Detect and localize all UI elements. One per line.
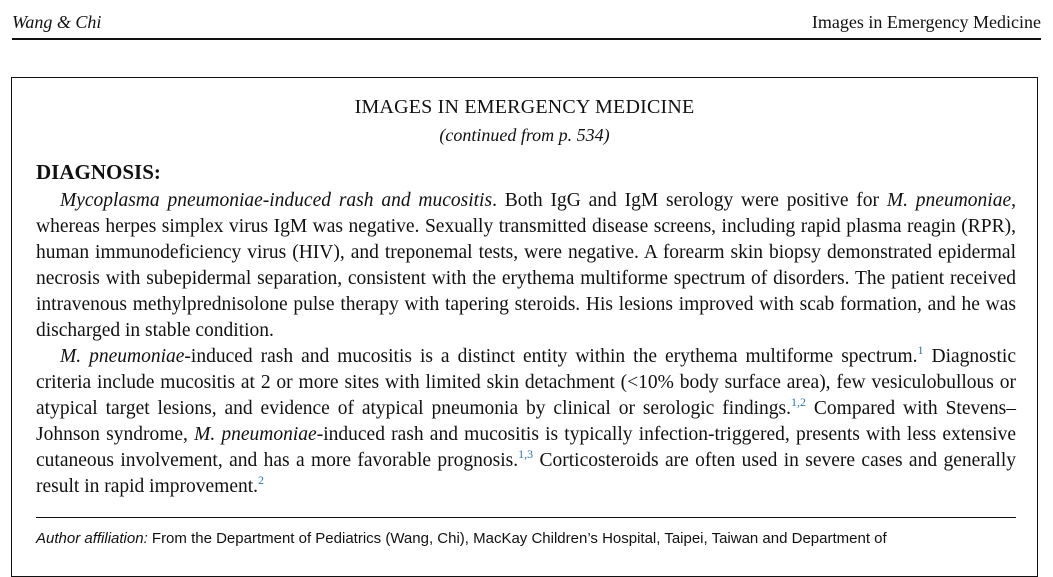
paragraph2-text-4: -induced rash and mucositis is typically infection-triggered, presents with less extensive cutaneous involvement, and has a more favorable prognosis. xyxy=(36,424,1016,471)
diagnosis-name: Mycoplasma pneumoniae-induced rash and mucositis xyxy=(60,190,493,211)
paragraph-discussion xyxy=(36,344,1016,500)
article-body xyxy=(36,188,1016,500)
footnote-divider xyxy=(36,517,1016,518)
author-affiliation xyxy=(36,529,1026,549)
affiliation-label: Author affiliation: xyxy=(36,530,148,547)
paragraph2-text-2: Diagnostic criteria include mucositis at 2 or more sites with limited skin detachment (<10% body surface area), few vesiculobullous or atypical target lesions, and evidence of atypical pneumonia by clinical or serologic findings. xyxy=(36,346,1017,419)
section-title: IMAGES IN EMERGENCY MEDICINE xyxy=(354,96,695,118)
paragraph2-text-5: Corticosteroids are often used in severe cases and generally result in rapid improvement. xyxy=(36,450,1016,497)
paragraph-diagnosis xyxy=(36,188,1016,344)
paragraph1-text-2: , whereas herpes simplex virus IgM was negative. Sexually transmitted disease screens, including rapid plasma reagin (RPR), human immunodeficiency virus (HIV), and treponemal tests, were negative. A forearm skin biopsy demonstrated epidermal necrosis with subepidermal separation, consistent with the erythema multiforme spectrum of disorders. The patient received intravenous methylprednisolone pulse therapy with tapering steroids. His lesions improved with scab formation, and he was discharged in stable condition. xyxy=(36,190,1016,341)
reference-link[interactable]: 1,3 xyxy=(518,447,534,461)
running-head xyxy=(12,8,1041,40)
continuation-note: (continued from p. 534) xyxy=(439,125,610,145)
reference-link[interactable]: 1 xyxy=(917,343,924,357)
paragraph2-text-1: -induced rash and mucositis is a distinct entity within the erythema multiforme spectrum. xyxy=(184,346,918,367)
running-head-section: Images in Emergency Medicine xyxy=(811,12,1041,32)
reference-link[interactable]: 1,2 xyxy=(791,395,806,409)
paragraph2-text-3: Compared with Stevens–Johnson syndrome, xyxy=(36,398,1016,445)
affiliation-text: From the Department of Pediatrics (Wang, Chi), MacKay Children’s Hospital, Taipei, Taiwan and Department of xyxy=(147,530,887,547)
organism-name: M. pneumoniae xyxy=(886,190,1012,211)
article-box xyxy=(11,77,1038,577)
organism-name: M. pneumoniae xyxy=(60,346,185,367)
organism-name: M. pneumoniae xyxy=(194,424,317,445)
paragraph1-text-1: . Both IgG and IgM serology were positive for xyxy=(492,190,887,211)
diagnosis-heading: DIAGNOSIS: xyxy=(36,160,161,184)
running-head-authors: Wang & Chi xyxy=(12,12,102,32)
reference-link[interactable]: 2 xyxy=(258,473,265,487)
